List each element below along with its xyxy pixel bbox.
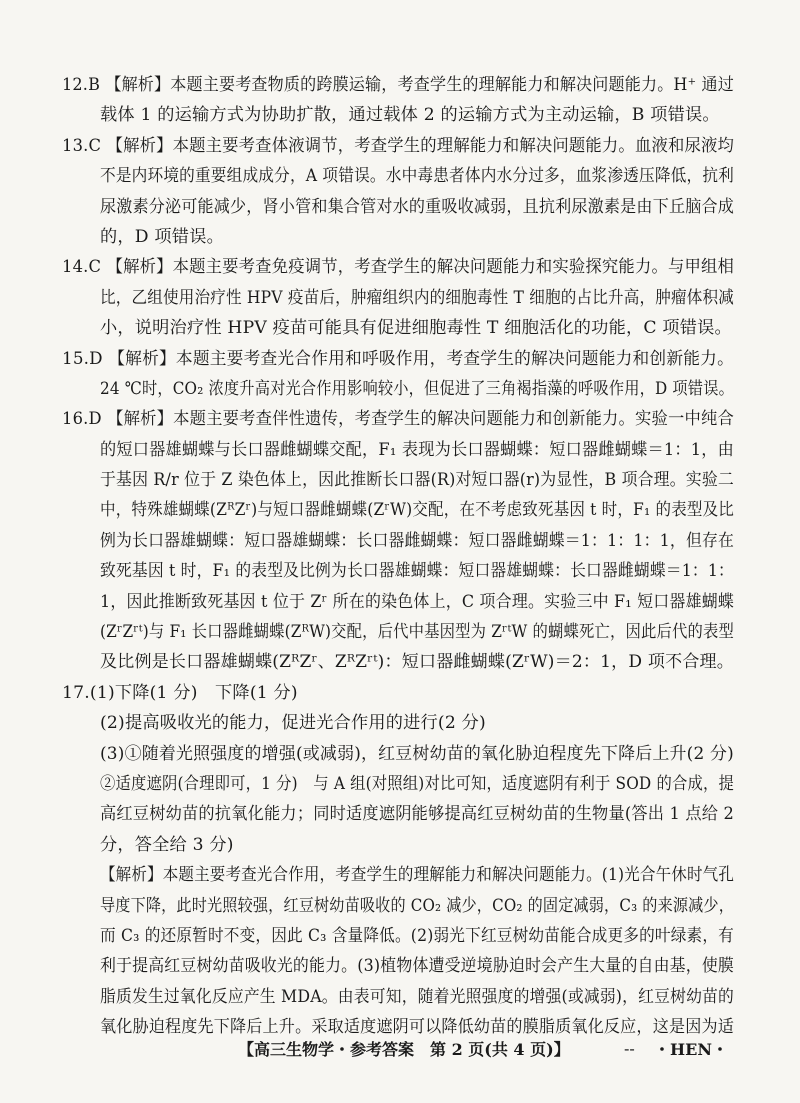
line-17-12: 氧化胁迫程度先下降后上升。采取适度遮阴可以降低幼苗的膜脂质氧化反应，这是因为适: [100, 1017, 734, 1038]
line-17-7: 【解析】本题主要考查光合作用，考查学生的理解能力和解决问题能力。(1)光合午休时气孔: [100, 865, 735, 886]
line-13-1: 13.C 【解析】本题主要考查体液调节，考查学生的理解能力和解决问题能力。血液和尿液均: [62, 135, 735, 156]
line-14-3: 小，说明治疗性 HPV 疫苗可能具有促进细胞毒性 T 细胞活化的功能，C 项错误。: [100, 318, 732, 339]
answer-text: [62, 70, 734, 1043]
line-17-4: ②适度遮阴(合理即可，1 分) 与 A 组(对照组)对比可知，适度遮阴有利于 SOD 的合成，提: [100, 773, 734, 794]
footer-dash: --: [624, 1039, 635, 1058]
line-16-7: 1，因此推断致死基因 t 位于 Zʳ 所在的染色体上，C 项合理。实验三中 F₁ 短口器雄蝴蝶: [100, 591, 735, 612]
line-17-9: 而 C₃ 的还原暂时不变，因此 C₃ 含量降低。(2)弱光下红豆树幼苗能合成更多的叶绿素，有: [100, 925, 734, 946]
line-16-9: 及比例是长口器雄蝴蝶(ZᴿZʳ、ZᴿZʳᵗ)：短口器雌蝴蝶(ZʳW)＝2：1，D 项不合理。: [100, 652, 735, 673]
line-12-2: 载体 1 的运输方式为协助扩散，通过载体 2 的运输方式为主动运输，B 项错误。: [100, 105, 720, 126]
line-14-2: 比，乙组使用治疗性 HPV 疫苗后，肿瘤组织内的细胞毒性 T 细胞的占比升高，肿瘤体积减: [100, 287, 734, 308]
line-16-6: 致死基因 t 时，F₁ 的表型及比例为长口器雄蝴蝶：短口器雄蝴蝶：长口器雌蝴蝶＝1：1：: [100, 561, 735, 582]
line-15-1: 15.D 【解析】本题主要考查光合作用和呼吸作用，考查学生的解决问题能力和创新能力。: [62, 348, 734, 369]
line-17-5: 高红豆树幼苗的抗氧化能力；同时适度遮阴能够提高红豆树幼苗的生物量(答出 1 点给 2: [100, 804, 735, 825]
line-16-3: 于基因 R/r 位于 Z 染色体上，因此推断长口器(R)对短口器(r)为显性，B 项合理。实验二: [100, 470, 734, 491]
line-16-1: 16.D 【解析】本题主要考查伴性遗传，考查学生的解决问题能力和创新能力。实验一中纯合: [62, 409, 734, 430]
line-17-11: 脂质发生过氧化反应产生 MDA。由表可知，随着光照强度的增强(或减弱)，红豆树幼苗的: [100, 986, 735, 1007]
line-15-2: 24 ℃时，CO₂ 浓度升高对光合作用影响较小，但促进了三角褐指藻的呼吸作用，D 项错误。: [100, 378, 734, 399]
line-17-6: 分，答全给 3 分): [100, 834, 234, 855]
line-17-8: 导度下降，此时光照较强，红豆树幼苗吸收的 CO₂ 减少，CO₂ 的固定减弱，C₃ 的来源减少，: [100, 895, 735, 916]
footer-code: ・HEN・: [654, 1040, 728, 1059]
line-16-4: 中，特殊雄蝴蝶(ZᴿZʳ)与短口器雌蝴蝶(ZʳW)交配，在不考虑致死基因 t 时，F₁ 的表型及比: [100, 500, 734, 521]
line-13-4: 的，D 项错误。: [100, 226, 224, 247]
line-14-1: 14.C 【解析】本题主要考查免疫调节，考查学生的解决问题能力和实验探究能力。与甲组相: [62, 257, 735, 278]
line-17-3: (3)①随着光照强度的增强(或减弱)，红豆树幼苗的氧化胁迫程度先下降后上升(2 分): [100, 743, 734, 764]
line-12-1: 12.B 【解析】本题主要考查物质的跨膜运输，考查学生的理解能力和解决问题能力。H⁺ 通过: [62, 75, 735, 95]
line-17-2: (2)提高吸收光的能力，促进光合作用的进行(2 分): [100, 713, 486, 734]
line-17-1: 17.(1)下降(1 分) 下降(1 分): [62, 682, 298, 703]
line-16-5: 例为长口器雄蝴蝶：短口器雄蝴蝶：长口器雌蝴蝶：短口器雌蝴蝶＝1：1：1：1，但存在: [100, 530, 735, 551]
line-16-2: 的短口器雄蝴蝶与长口器雌蝴蝶交配，F₁ 表现为长口器蝴蝶：短口器雌蝴蝶＝1：1，由: [100, 439, 735, 460]
line-13-2: 不是内环境的重要组成成分，A 项错误。水中毒患者体内水分过多，血浆渗透压降低，抗利: [100, 166, 735, 187]
line-16-8: (ZʳZʳᵗ)与 F₁ 长口器雌蝴蝶(ZᴿW)交配，后代中基因型为 ZʳᵗW 的蝴蝶死亡，因此后代的表型: [100, 622, 734, 643]
footer-title: 【高三生物学・参考答案 第 2 页(共 4 页)】: [238, 1040, 570, 1059]
line-13-3: 尿激素分泌可能减少，肾小管和集合管对水的重吸收减弱，且抗利尿激素是由下丘脑合成: [100, 196, 734, 217]
line-17-10: 利于提高红豆树幼苗吸收光的能力。(3)植物体遭受逆境胁迫时会产生大量的自由基，使膜: [100, 956, 734, 977]
